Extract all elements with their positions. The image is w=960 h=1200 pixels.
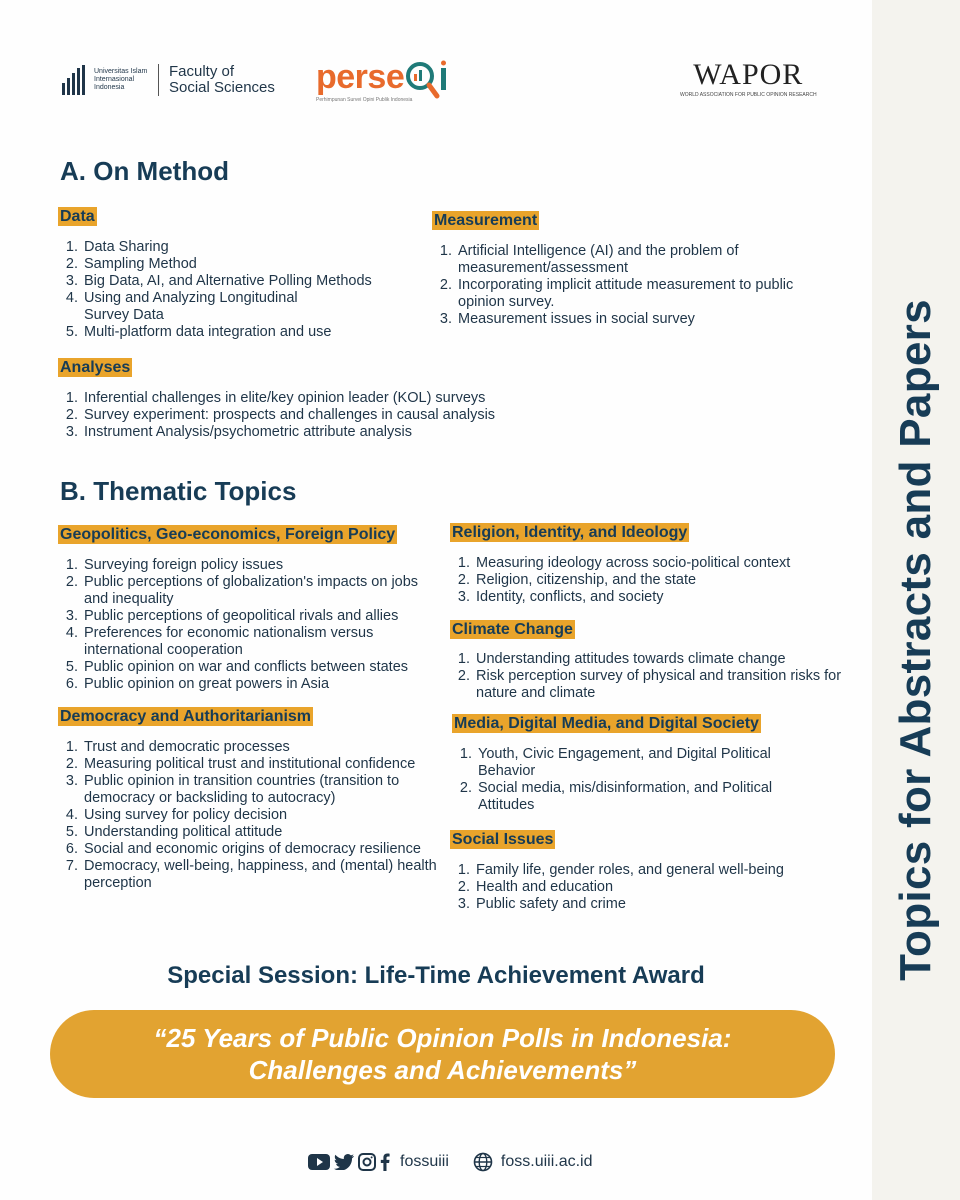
list-item: 1. Inferential challenges in elite/key opinion leader (KOL) surveys [82, 390, 602, 407]
side-title: Topics for Abstracts and Papers [891, 299, 940, 981]
list-item: 6. Public opinion on great powers in Asia [82, 676, 442, 693]
list-item: 1. Data Sharing [82, 239, 422, 256]
list-item: 2. Survey experiment: prospects and challenges in causal analysis [82, 407, 602, 424]
list-item: 2. Public perceptions of globalization's impacts on jobs and inequality [82, 574, 442, 608]
social-handle[interactable]: fossuiii [400, 1153, 449, 1170]
globe-icon [473, 1152, 493, 1172]
list-item: 2. Health and education [474, 879, 854, 896]
persepsi-subtitle: Perhimpunan Survei Opini Publik Indonesia [316, 97, 413, 103]
side-banner [872, 0, 960, 1200]
geopolitics-list [60, 557, 442, 693]
list-item: 2. Social media, mis/disinformation, and Political Attitudes [476, 780, 816, 814]
religion-list [452, 555, 854, 606]
list-item: 5. Public opinion on war and conflicts between states [82, 659, 442, 676]
special-session-banner [50, 1010, 835, 1098]
list-item: 5. Understanding political attitude [82, 824, 442, 841]
list-item: 1. Youth, Civic Engagement, and Digital Political Behavior [476, 746, 816, 780]
list-item: 1. Family life, gender roles, and general well-being [474, 862, 854, 879]
list-item: 4. Using survey for policy decision [82, 807, 442, 824]
uii-mark-icon [60, 65, 88, 95]
uii-logo [60, 64, 279, 96]
list-item: 2. Sampling Method [82, 256, 422, 273]
logo-bar [60, 58, 840, 118]
section-b-title: B. Thematic Topics [60, 476, 297, 506]
instagram-icon[interactable] [358, 1153, 376, 1171]
geopolitics-heading: Geopolitics, Geo-economics, Foreign Policy [60, 526, 396, 543]
list-item: 2. Religion, citizenship, and the state [474, 572, 854, 589]
logo-divider [158, 64, 159, 96]
special-session-title: Special Session: Life-Time Achievement Award [167, 962, 705, 989]
persepsi-logo [316, 58, 448, 103]
list-item: 2. Incorporating implicit attitude measurement to public opinion survey. [456, 277, 816, 311]
quote-line-2: Challenges and Achievements” [248, 1055, 637, 1085]
list-item: 3. Instrument Analysis/psychometric attribute analysis [82, 424, 602, 441]
list-item: 3. Public perceptions of geopolitical rivals and allies [82, 608, 442, 625]
list-item: 4. Preferences for economic nationalism versus international cooperation [82, 625, 442, 659]
data-list [60, 239, 422, 341]
wapor-wordmark: WAPOR [693, 58, 804, 91]
list-item: 3. Measurement issues in social survey [456, 311, 816, 328]
analyses-heading: Analyses [60, 359, 131, 376]
list-item: 1. Understanding attitudes towards climate change [474, 651, 844, 668]
wapor-subtitle: WORLD ASSOCIATION FOR PUBLIC OPINION RESEARCH [680, 92, 817, 98]
list-item: 1. Measuring ideology across socio-political context [474, 555, 854, 572]
website-link[interactable]: foss.uiii.ac.id [500, 1153, 593, 1170]
uii-name: Universitas Islam Internasional Indonesia [94, 68, 148, 91]
list-item: 5. Multi-platform data integration and use [82, 324, 422, 341]
climate-heading: Climate Change [452, 621, 573, 638]
media-heading: Media, Digital Media, and Digital Society [454, 715, 759, 732]
measurement-heading: Measurement [434, 212, 538, 229]
list-item: 1. Artificial Intelligence (AI) and the problem of measurement/assessment [456, 243, 816, 277]
footer [308, 1152, 593, 1172]
list-item: 2. Measuring political trust and institutional confidence [82, 756, 442, 773]
analyses-list [60, 390, 602, 441]
social-heading: Social Issues [452, 831, 554, 848]
list-item: 3. Identity, conflicts, and society [474, 589, 854, 606]
wapor-logo [680, 58, 817, 98]
list-item: 4. Using and Analyzing Longitudinal Survey Data [82, 290, 314, 324]
list-item: 7. Democracy, well-being, happiness, and (mental) health perception [82, 858, 442, 892]
climate-list [452, 651, 844, 702]
list-item: 2. Risk perception survey of physical and transition risks for nature and climate [474, 668, 844, 702]
list-item: 1. Trust and democratic processes [82, 739, 442, 756]
twitter-icon[interactable] [334, 1154, 354, 1170]
democracy-heading: Democracy and Authoritarianism [60, 708, 312, 725]
list-item: 6. Social and economic origins of democracy resilience [82, 841, 442, 858]
facebook-icon[interactable] [380, 1153, 390, 1171]
list-item: 3. Public opinion in transition countries (transition to democracy or backsliding to autocracy) [82, 773, 442, 807]
list-item: 1. Surveying foreign policy issues [82, 557, 442, 574]
religion-heading: Religion, Identity, and Ideology [452, 524, 688, 541]
faculty-name: Faculty of Social Sciences [169, 63, 275, 96]
democracy-list [60, 739, 442, 892]
list-item: 3. Public safety and crime [474, 896, 854, 913]
social-list [452, 862, 854, 913]
youtube-icon[interactable] [308, 1154, 330, 1170]
measurement-list [434, 243, 816, 328]
quote-line-1: “25 Years of Public Opinion Polls in Indonesia: [153, 1023, 732, 1053]
section-a-title: A. On Method [60, 156, 229, 186]
magnifier-icon [404, 60, 448, 100]
list-item: 3. Big Data, AI, and Alternative Polling Methods [82, 273, 422, 290]
media-list [454, 746, 816, 814]
persepsi-wordmark: perse [316, 58, 405, 96]
data-heading: Data [60, 208, 95, 225]
